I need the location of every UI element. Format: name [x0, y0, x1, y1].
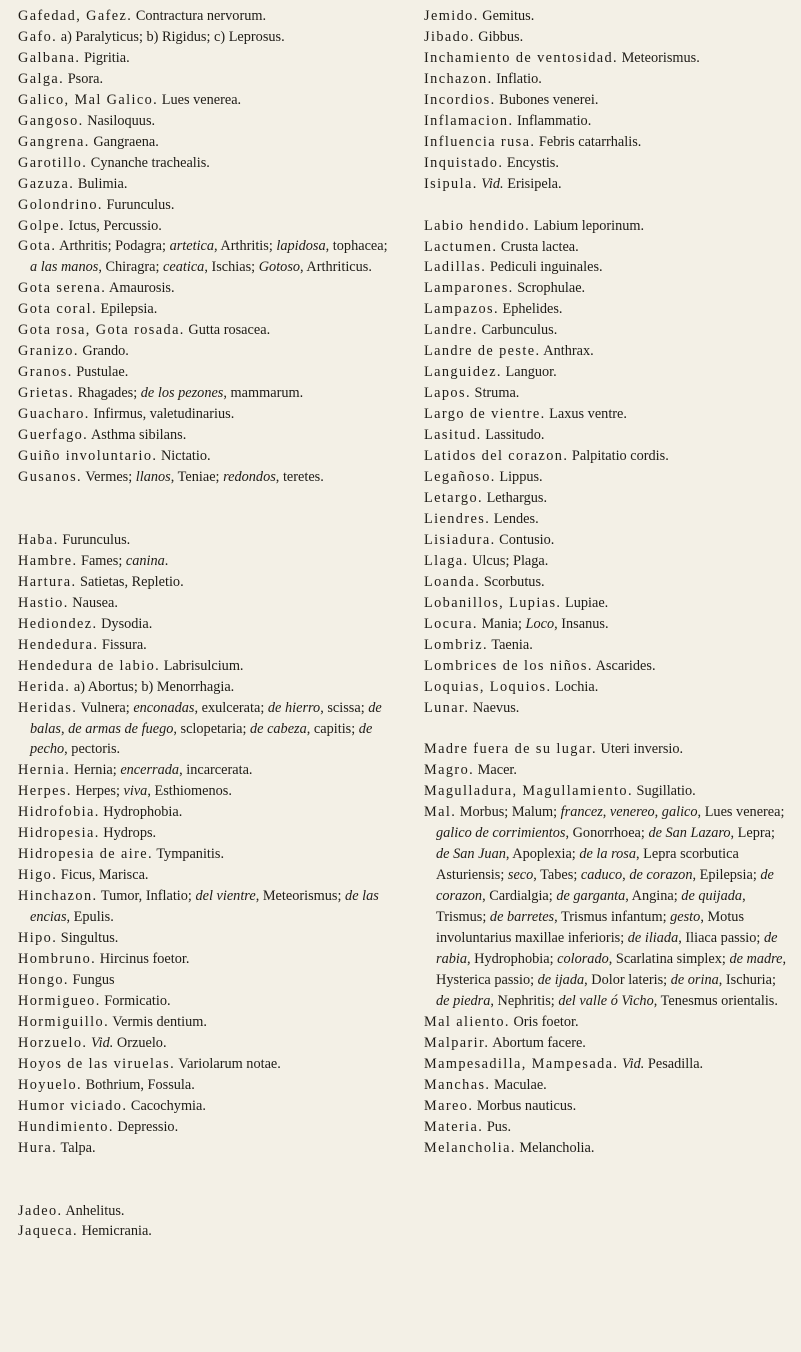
entry-definition: Morbus; Malum; francez, venereo, galico, Lues venerea; galico de corrimientos, Gonorrhoea; de San Lazaro, Lepra; de San Juan, Apoplexia; de la rosa, Lepra scorbutica Asturiensis; seco, Tabes; caduco, de corazon, Epilepsia; de corazon, Cardialgia; de garganta, Angina; de quijada, Trismus; de barretes, Trismus infantum; gesto, Motus involuntarius maxillae inferioris; de iliada, Iliaca passio; de rabia, Hydrophobia; colorado, Scarlatina simplex; de madre, Hysterica passio; de ijada, Dolor lateris; de orina, Ischuria; de piedra, Nephritis; del valle ó Vicho, Tenesmus orientalis.	[436, 804, 787, 1009]
entry-headword: Lampazos.	[424, 301, 499, 318]
entry-hoyos-de-las-viruelas	[18, 1054, 398, 1075]
entry-headword: Hidropesia de aire.	[18, 846, 153, 863]
entry-definition: Fissura.	[101, 636, 147, 653]
entry-definition: Hydrops.	[103, 825, 157, 842]
entry-headword: Galbana.	[18, 49, 81, 66]
entry-definition: Fungus	[72, 971, 115, 988]
entry-lunar	[424, 698, 788, 719]
entry-hendedura-de-labio	[18, 656, 398, 677]
entry-hidropesia-de-aire	[18, 844, 398, 865]
entry-gusanos	[18, 467, 398, 488]
entry-definition: Furunculus.	[106, 196, 175, 213]
entry-headword: Lactumen.	[424, 238, 498, 255]
entry-definition: Maculae.	[493, 1076, 547, 1093]
entry-definition: Contusio.	[499, 531, 555, 548]
entry-hoyuelo	[18, 1075, 398, 1096]
entry-headword: Lisiadura.	[424, 531, 496, 548]
entry-golondrino	[18, 195, 398, 216]
entry-hongo	[18, 970, 398, 991]
entry-headword: Influencia rusa.	[424, 133, 536, 150]
entry-definition: Tumor, Inflatio; del vientre, Meteorismus; de las encias, Epulis.	[30, 888, 379, 926]
entry-headword: Labio hendido.	[424, 217, 531, 234]
entry-definition: Contractura nervorum.	[135, 8, 267, 24]
entry-headword: Jibado.	[424, 28, 475, 45]
entry-definition: Hydrophobia.	[103, 804, 183, 821]
entry-definition: Bothrium, Fossula.	[85, 1076, 195, 1093]
entry-definition: Gutta rosacea.	[188, 322, 271, 339]
entry-headword: Landre.	[424, 322, 478, 339]
entry-granizo	[18, 341, 398, 362]
entry-definition: Pigritia.	[83, 49, 130, 66]
entry-headword: Lapos.	[424, 385, 471, 402]
entry-definition: Laxus ventre.	[549, 406, 627, 423]
entry-headword: Hidropesia.	[18, 825, 100, 842]
entry-lactumen	[424, 237, 788, 258]
entry-humor-viciado	[18, 1096, 398, 1117]
entry-definition: Lochia.	[555, 678, 599, 695]
entry-hormiguillo	[18, 1012, 398, 1033]
entry-definition: a) Abortus; b) Menorrhagia.	[73, 678, 235, 695]
entry-horzuelo	[18, 1033, 398, 1054]
entry-malparir	[424, 1033, 788, 1054]
entry-definition: Febris catarrhalis.	[538, 133, 642, 150]
entry-definition: Gangraena.	[93, 133, 159, 150]
entry-headword: Hura.	[18, 1139, 58, 1156]
entry-headword: Inchamiento de ventosidad.	[424, 49, 619, 66]
entry-ladillas	[424, 257, 788, 278]
entry-isipula	[424, 174, 788, 195]
entry-definition: Oris foetor.	[513, 1013, 579, 1030]
left-column	[18, 6, 398, 1242]
entry-definition: Scrophulae.	[517, 280, 586, 297]
entry-madre-fuera-de-su-lugar	[424, 739, 788, 760]
entry-jibado	[424, 27, 788, 48]
entry-grietas	[18, 383, 398, 404]
entry-definition: Vid. Orzuelo.	[90, 1034, 167, 1051]
entry-definition: Abortum facere.	[492, 1034, 586, 1051]
entry-headword: Higo.	[18, 867, 58, 884]
entry-definition: Lues venerea.	[161, 91, 242, 108]
entry-headword: Gazuza.	[18, 175, 75, 192]
entry-labio-hendido	[424, 216, 788, 237]
entry-definition: Macer.	[477, 762, 517, 779]
entry-herida	[18, 677, 398, 698]
entry-definition: Gemitus.	[482, 8, 535, 24]
entry-lasitud	[424, 425, 788, 446]
entry-definition: Infirmus, valetudinarius.	[93, 406, 235, 423]
entry-latidos-del-corazon	[424, 446, 788, 467]
entry-definition: Crusta lactea.	[500, 238, 579, 255]
entry-definition: Hernia; encerrada, incarcerata.	[73, 762, 253, 779]
entry-headword: Locura.	[424, 615, 478, 632]
entry-definition: Satietas, Repletio.	[80, 573, 184, 590]
entry-definition: Talpa.	[60, 1139, 96, 1156]
entry-headword: Jaqueca.	[18, 1223, 79, 1240]
entry-definition: Mania; Loco, Insanus.	[481, 615, 609, 632]
entry-jadeo	[18, 1201, 398, 1222]
entry-hipo	[18, 928, 398, 949]
section-gap	[18, 1159, 398, 1201]
entry-headword: Grietas.	[18, 385, 75, 402]
entry-definition: Herpes; viva, Esthiomenos.	[75, 783, 232, 800]
entry-hidrofobia	[18, 802, 398, 823]
entry-hormigueo	[18, 991, 398, 1012]
entry-headword: Granos.	[18, 364, 73, 381]
entry-headword: Heridas.	[18, 699, 78, 716]
entry-inchazon	[424, 69, 788, 90]
entry-headword: Hendedura de labio.	[18, 657, 161, 674]
entry-headword: Magro.	[424, 762, 475, 779]
entry-lamparones	[424, 278, 788, 299]
entry-headword: Incordios.	[424, 91, 496, 108]
entry-headword: Herida.	[18, 678, 71, 695]
entry-definition: Lendes.	[493, 510, 539, 527]
entry-definition: Vid. Pesadilla.	[621, 1055, 704, 1072]
entry-inflamacion	[424, 111, 788, 132]
entry-letargo	[424, 488, 788, 509]
entry-gazuza	[18, 174, 398, 195]
entry-lisiadura	[424, 530, 788, 551]
entry-headword: Hernia.	[18, 762, 71, 779]
entry-hendedura	[18, 635, 398, 656]
entry-gota-coral	[18, 299, 398, 320]
entry-headword: Hoyos de las viruelas.	[18, 1055, 176, 1072]
entry-definition: Fames; canina.	[81, 552, 169, 569]
entry-lapos	[424, 383, 788, 404]
entry-locura	[424, 614, 788, 635]
entry-definition: Labium leporinum.	[533, 217, 645, 234]
entry-headword: Humor viciado.	[18, 1097, 128, 1114]
section-gap	[424, 718, 788, 739]
entry-headword: Mal.	[424, 804, 457, 821]
entry-definition: Amaurosis.	[109, 280, 175, 297]
entry-definition: Ictus, Percussio.	[68, 217, 162, 234]
entry-magro	[424, 760, 788, 781]
entry-headword: Lombriz.	[424, 636, 489, 653]
entry-headword: Mareo.	[424, 1097, 474, 1114]
entry-definition: Rhagades; de los pezones, mammarum.	[77, 385, 304, 402]
entry-gafedad-gafez	[18, 6, 398, 27]
entry-headword: Gafo.	[18, 28, 58, 45]
entry-inchamiento-de-ventosidad	[424, 48, 788, 69]
entry-galico-mal-galico	[18, 90, 398, 111]
entry-headword: Lunar.	[424, 699, 470, 716]
entry-definition: Cacochymia.	[130, 1097, 206, 1114]
entry-leganoso	[424, 467, 788, 488]
entry-definition: Nictatio.	[160, 448, 211, 465]
entry-headword: Lombrices de los niños.	[424, 657, 593, 674]
entry-gafo	[18, 27, 398, 48]
entry-golpe	[18, 216, 398, 237]
entry-inquistado	[424, 153, 788, 174]
entry-headword: Gota.	[18, 238, 57, 255]
entry-loquias-loquios	[424, 677, 788, 698]
entry-liendres	[424, 509, 788, 530]
entry-definition: Formicatio.	[104, 992, 171, 1009]
entry-definition: Depressio.	[117, 1118, 179, 1135]
entry-galga	[18, 69, 398, 90]
entry-definition: Carbunculus.	[481, 322, 558, 339]
section-gap	[18, 488, 398, 530]
entry-definition: Inflatio.	[496, 70, 542, 87]
entry-headword: Hombruno.	[18, 950, 97, 967]
entry-headword: Hundimiento.	[18, 1118, 114, 1135]
entry-definition: Scorbutus.	[483, 573, 545, 590]
entry-headword: Isipula.	[424, 175, 478, 192]
entry-definition: Furunculus.	[62, 531, 131, 548]
entry-hastio	[18, 593, 398, 614]
entry-headword: Guacharo.	[18, 406, 90, 423]
entry-definition: Variolarum notae.	[178, 1055, 281, 1072]
entry-hundimiento	[18, 1117, 398, 1138]
entry-headword: Gangrena.	[18, 133, 90, 150]
entry-herpes	[18, 781, 398, 802]
entry-headword: Materia.	[424, 1118, 484, 1135]
entry-headword: Hormiguillo.	[18, 1013, 110, 1030]
entry-guerfago	[18, 425, 398, 446]
entry-definition: Ficus, Marisca.	[60, 867, 149, 884]
entry-headword: Haba.	[18, 531, 59, 548]
entry-jemido	[424, 6, 788, 27]
entry-headword: Gota coral.	[18, 301, 97, 318]
entry-headword: Granizo.	[18, 343, 79, 360]
entry-headword: Galga.	[18, 70, 65, 87]
entry-landre	[424, 320, 788, 341]
entry-lobanillos-lupias	[424, 593, 788, 614]
entry-headword: Jadeo.	[18, 1202, 63, 1219]
entry-melancholia	[424, 1138, 788, 1159]
entry-definition: Nasiloquus.	[87, 112, 156, 129]
entry-definition: Taenia.	[491, 636, 533, 653]
entry-definition: Naevus.	[472, 699, 520, 716]
entry-definition: Vid. Erisipela.	[481, 175, 562, 192]
entry-definition: Pediculi inguinales.	[489, 259, 603, 276]
entry-hambre	[18, 551, 398, 572]
entry-mareo	[424, 1096, 788, 1117]
entry-headword: Hongo.	[18, 971, 69, 988]
entry-gangoso	[18, 111, 398, 132]
entry-jaqueca	[18, 1221, 398, 1242]
entry-definition: Vermis dentium.	[112, 1013, 207, 1030]
entry-definition: Bubones venerei.	[499, 91, 599, 108]
entry-definition: Hemicrania.	[81, 1223, 152, 1240]
entry-haba	[18, 530, 398, 551]
entry-garotillo	[18, 153, 398, 174]
entry-lombriz	[424, 635, 788, 656]
entry-hartura	[18, 572, 398, 593]
entry-headword: Hambre.	[18, 552, 78, 569]
entry-headword: Inquistado.	[424, 154, 504, 171]
entry-mampesadilla-mampesada	[424, 1054, 788, 1075]
entry-headword: Loquias, Loquios.	[424, 678, 552, 695]
entry-definition: Languor.	[505, 364, 557, 381]
entry-headword: Inflamacion.	[424, 112, 514, 129]
entry-headword: Languidez.	[424, 364, 502, 381]
entry-definition: Meteorismus.	[621, 49, 700, 66]
entry-definition: Epilepsia.	[100, 301, 158, 318]
entry-headword: Hastio.	[18, 594, 69, 611]
entry-definition: Lethargus.	[486, 489, 548, 506]
entry-headword: Hoyuelo.	[18, 1076, 83, 1093]
entry-definition: Gibbus.	[478, 28, 524, 45]
entry-headword: Galico, Mal Galico.	[18, 91, 159, 108]
entry-headword: Lamparones.	[424, 280, 514, 297]
entry-guino-involuntario	[18, 446, 398, 467]
entry-landre-de-peste	[424, 341, 788, 362]
entry-headword: Liendres.	[424, 510, 491, 527]
entry-definition: a) Paralyticus; b) Rigidus; c) Leprosus.	[60, 28, 285, 45]
entry-hediondez	[18, 614, 398, 635]
entry-definition: Nausea.	[72, 594, 118, 611]
entry-definition: Ascarides.	[595, 657, 656, 674]
entry-headword: Legañoso.	[424, 469, 496, 486]
entry-headword: Hediondez.	[18, 615, 98, 632]
entry-headword: Magulladura, Magullamiento.	[424, 783, 633, 800]
entry-definition: Lassitudo.	[485, 427, 545, 444]
entry-definition: Struma.	[474, 385, 520, 402]
entry-headword: Hormigueo.	[18, 992, 101, 1009]
entry-hinchazon	[18, 886, 398, 928]
entry-definition: Psora.	[67, 70, 104, 87]
entry-loanda	[424, 572, 788, 593]
entry-headword: Mampesadilla, Mampesada.	[424, 1055, 619, 1072]
entry-headword: Horzuelo.	[18, 1034, 88, 1051]
entry-hidropesia	[18, 823, 398, 844]
entry-headword: Llaga.	[424, 552, 469, 569]
entry-headword: Guiño involuntario.	[18, 448, 158, 465]
entry-headword: Lobanillos, Lupias.	[424, 594, 562, 611]
entry-largo-de-vientre	[424, 404, 788, 425]
entry-headword: Hendedura.	[18, 636, 99, 653]
entry-headword: Gusanos.	[18, 468, 83, 485]
entry-llaga	[424, 551, 788, 572]
entry-headword: Largo de vientre.	[424, 406, 546, 423]
entry-influencia-rusa	[424, 132, 788, 153]
entry-galbana	[18, 48, 398, 69]
entry-definition: Morbus nauticus.	[476, 1097, 577, 1114]
entry-definition: Hircinus foetor.	[99, 950, 190, 967]
entry-headword: Gota serena.	[18, 280, 107, 297]
entry-headword: Golpe.	[18, 217, 65, 234]
entry-definition: Palpitatio cordis.	[571, 448, 669, 465]
entry-definition: Anthrax.	[543, 343, 594, 360]
entry-headword: Hidrofobia.	[18, 804, 100, 821]
entry-higo	[18, 865, 398, 886]
entry-headword: Lasitud.	[424, 427, 482, 444]
entry-hernia	[18, 760, 398, 781]
entry-headword: Garotillo.	[18, 154, 88, 171]
entry-definition: Encystis.	[506, 154, 559, 171]
entry-headword: Jemido.	[424, 8, 479, 24]
entry-granos	[18, 362, 398, 383]
right-column	[424, 6, 788, 1159]
entry-headword: Gafedad, Gafez.	[18, 8, 133, 24]
entry-definition: Anhelitus.	[65, 1202, 125, 1219]
entry-headword: Latidos del corazon.	[424, 448, 569, 465]
entry-heridas	[18, 698, 398, 761]
entry-headword: Guerfago.	[18, 427, 89, 444]
entry-hura	[18, 1138, 398, 1159]
entry-gota	[18, 236, 398, 278]
entry-definition: Singultus.	[60, 930, 119, 947]
entry-headword: Madre fuera de su lugar.	[424, 741, 597, 758]
entry-hombruno	[18, 949, 398, 970]
entry-mal-aliento	[424, 1012, 788, 1033]
entry-headword: Landre de peste.	[424, 343, 541, 360]
entry-definition: Vermes; llanos, Teniae; redondos, teretes.	[85, 468, 324, 485]
entry-definition: Sugillatio.	[636, 783, 696, 800]
entry-definition: Labrisulcium.	[163, 657, 244, 674]
entry-definition: Ulcus; Plaga.	[472, 552, 549, 569]
entry-headword: Gangoso.	[18, 112, 84, 129]
entry-materia	[424, 1117, 788, 1138]
entry-definition: Lippus.	[499, 469, 543, 486]
entry-headword: Letargo.	[424, 489, 483, 506]
entry-headword: Malparir.	[424, 1034, 490, 1051]
entry-headword: Inchazon.	[424, 70, 493, 87]
entry-definition: Tympanitis.	[156, 846, 225, 863]
entry-headword: Golondrino.	[18, 196, 103, 213]
entry-lampazos	[424, 299, 788, 320]
entry-mal	[424, 802, 788, 1012]
entry-definition: Cynanche trachealis.	[90, 154, 210, 171]
entry-headword: Ladillas.	[424, 259, 487, 276]
entry-definition: Arthritis; Podagra; artetica, Arthritis; lapidosa, tophacea; a las manos, Chiragra; ceatica, Ischias; Gotoso, Arthriticus.	[30, 238, 388, 276]
entry-headword: Manchas.	[424, 1076, 491, 1093]
entry-lombrices-de-los-ninos	[424, 656, 788, 677]
entry-gota-rosa-gota-rosada	[18, 320, 398, 341]
entry-manchas	[424, 1075, 788, 1096]
entry-definition: Melancholia.	[519, 1139, 595, 1156]
entry-gangrena	[18, 132, 398, 153]
entry-languidez	[424, 362, 788, 383]
entry-guacharo	[18, 404, 398, 425]
entry-gota-serena	[18, 278, 398, 299]
entry-definition: Pustulae.	[76, 364, 129, 381]
entry-definition: Asthma sibilans.	[90, 427, 187, 444]
entry-headword: Hartura.	[18, 573, 77, 590]
entry-headword: Hinchazon.	[18, 888, 98, 905]
entry-definition: Bulimia.	[77, 175, 128, 192]
entry-headword: Mal aliento.	[424, 1013, 510, 1030]
entry-incordios	[424, 90, 788, 111]
entry-magulladura-magullamiento	[424, 781, 788, 802]
entry-headword: Gota rosa, Gota rosada.	[18, 322, 185, 339]
entry-definition: Grando.	[82, 343, 129, 360]
entry-headword: Melancholia.	[424, 1139, 516, 1156]
entry-headword: Herpes.	[18, 783, 72, 800]
entry-definition: Uteri inversio.	[600, 741, 684, 758]
entry-headword: Loanda.	[424, 573, 481, 590]
entry-definition: Inflammatio.	[517, 112, 592, 129]
entry-definition: Pus.	[486, 1118, 512, 1135]
entry-definition: Dysodia.	[101, 615, 153, 632]
section-gap	[424, 195, 788, 216]
entry-definition: Vulnera; enconadas, exulcerata; de hierro, scissa; de balas, de armas de fuego, sclopetaria; de cabeza, capitis; de pecho, pectoris.	[30, 699, 382, 758]
entry-definition: Lupiae.	[564, 594, 609, 611]
entry-definition: Ephelides.	[502, 301, 563, 318]
entry-headword: Hipo.	[18, 930, 58, 947]
